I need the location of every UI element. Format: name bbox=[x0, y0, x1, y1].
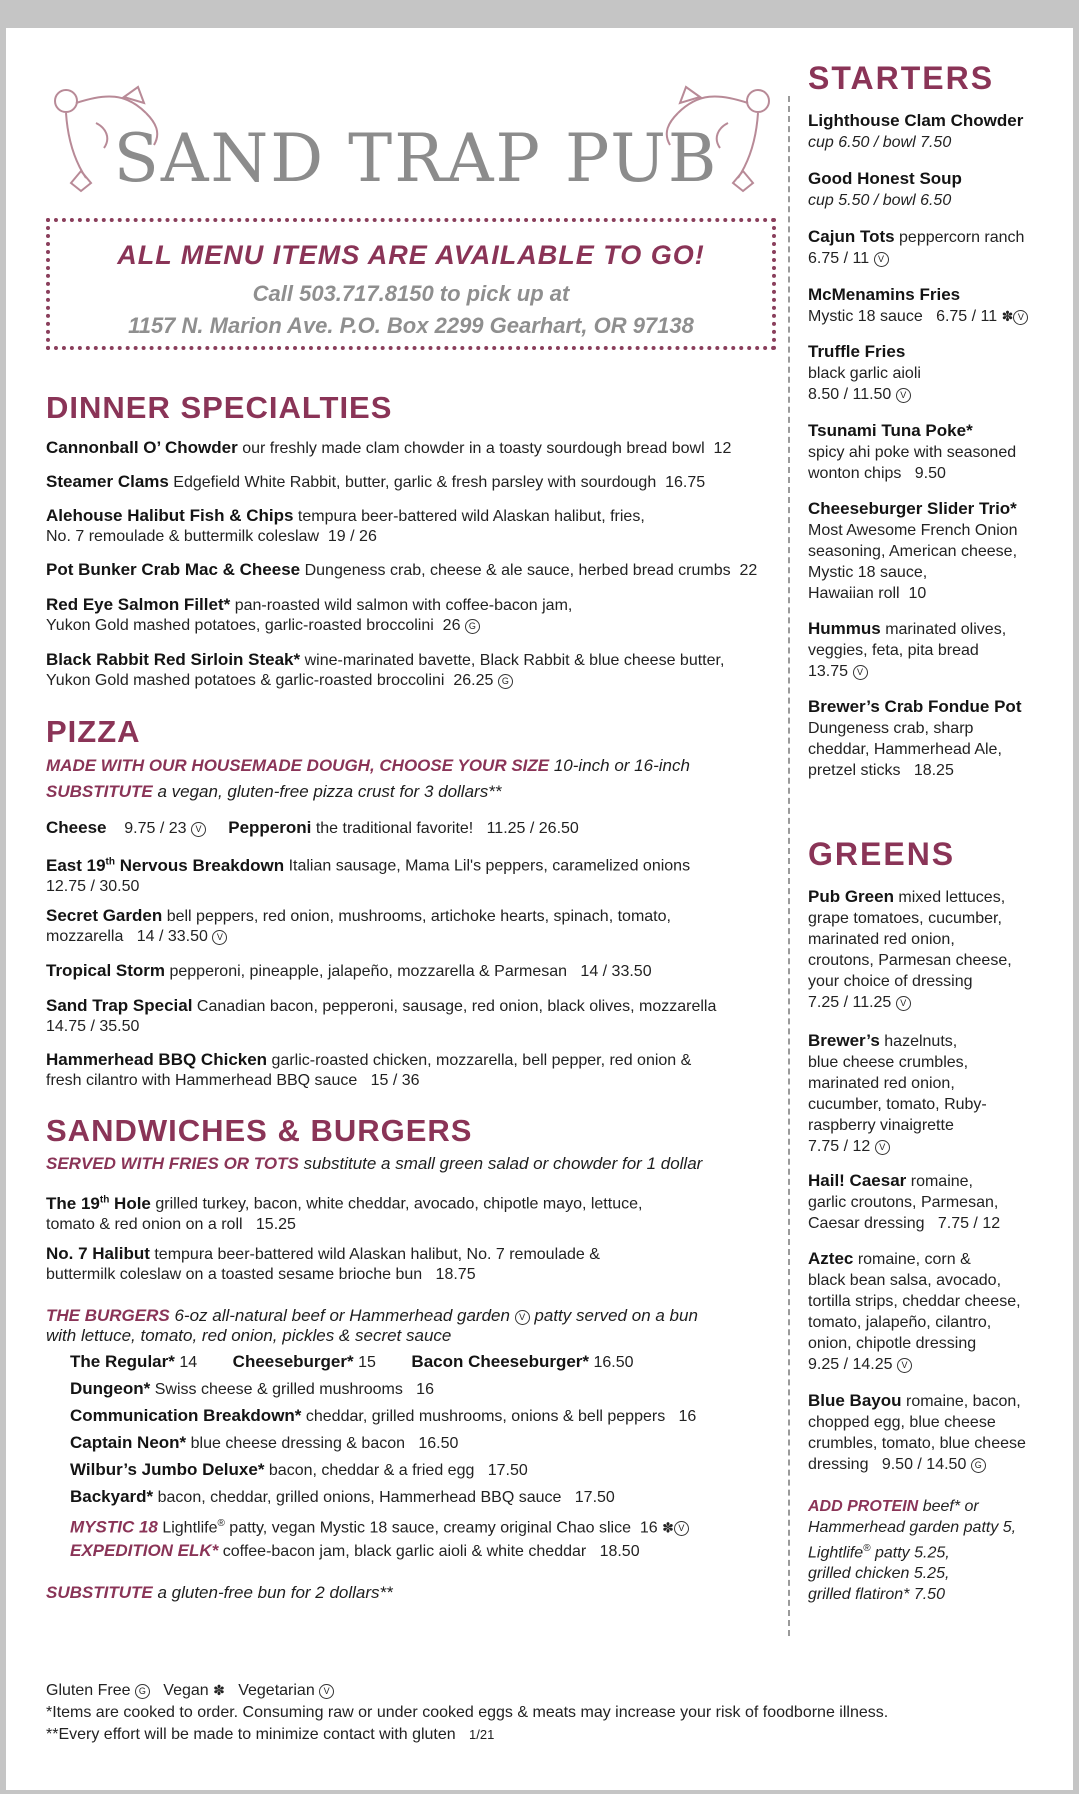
vegetarian-icon: V bbox=[896, 996, 911, 1011]
item-name: East 19 bbox=[46, 855, 106, 875]
item-name: Pub Green bbox=[808, 887, 894, 906]
vegetarian-icon: V bbox=[319, 1684, 334, 1699]
legend-vegetarian: Vegetarian bbox=[238, 1682, 315, 1699]
item-price: 16.50 bbox=[593, 1354, 634, 1371]
item-desc: our freshly made clam chowder in a toasty sourdough bread bowl bbox=[242, 440, 705, 457]
item-price: 17.50 bbox=[487, 1462, 528, 1479]
item-name: Blue Bayou bbox=[808, 1391, 902, 1410]
item-price: 16.75 bbox=[665, 474, 706, 491]
item-desc: Lightlife bbox=[162, 1519, 218, 1537]
item-desc: hazelnuts, bbox=[884, 1033, 958, 1050]
item-desc: seasoning, American cheese, bbox=[808, 543, 1018, 560]
item-desc: Caesar dressing bbox=[808, 1215, 925, 1232]
burgers-desc: with lettuce, tomato, red onion, pickles & secret sauce bbox=[46, 1326, 452, 1345]
item-desc: buttermilk coleslaw on a toasted sesame brioche bun bbox=[46, 1266, 423, 1283]
item-desc: romaine, bbox=[910, 1173, 973, 1190]
item-name: Cheeseburger* bbox=[232, 1352, 354, 1371]
pizza-sub-rest: a vegan, gluten-free pizza crust for 3 dollars** bbox=[157, 782, 502, 801]
item-desc: blue cheese crumbles, bbox=[808, 1054, 969, 1071]
item-desc: Swiss cheese & grilled mushrooms bbox=[154, 1381, 403, 1398]
item-name: Secret Garden bbox=[46, 906, 163, 925]
gluten-free-icon: G bbox=[465, 619, 480, 634]
item-name: Cannonball O’ Chowder bbox=[46, 438, 238, 457]
vegetarian-icon: V bbox=[1013, 310, 1028, 325]
item-desc: bell peppers, red onion, mushrooms, artichoke hearts, spinach, tomato, bbox=[166, 908, 671, 925]
green-item bbox=[808, 1170, 1053, 1234]
gluten-free-icon: G bbox=[498, 674, 513, 689]
item-price: 18.75 bbox=[435, 1266, 476, 1283]
pizza-item bbox=[46, 1050, 786, 1091]
burger-item bbox=[70, 1406, 786, 1427]
superscript: th bbox=[105, 856, 115, 867]
footer-disclaimer: *Items are cooked to order. Consuming raw or under cooked eggs & meats may increase your risk of foodborne illness. bbox=[46, 1704, 889, 1721]
item-desc: romaine, bacon, bbox=[905, 1393, 1021, 1410]
item-price: 19 / 26 bbox=[327, 528, 377, 545]
item-price: 26 bbox=[442, 617, 461, 634]
item-desc: romaine, corn & bbox=[857, 1251, 971, 1268]
column-divider bbox=[788, 96, 790, 1636]
item-desc: marinated olives, bbox=[885, 621, 1007, 638]
item-desc: Edgefield White Rabbit, butter, garlic & fresh parsley with sourdough bbox=[173, 474, 657, 491]
burger-item bbox=[70, 1460, 786, 1481]
item-price: 10 bbox=[908, 585, 927, 602]
vegan-icon: ✽ bbox=[662, 1519, 674, 1536]
protein-option: beef* or bbox=[922, 1498, 979, 1515]
burger-item bbox=[70, 1541, 786, 1562]
item-desc: wonton chips bbox=[808, 465, 902, 482]
item-price: 12.75 / 30.50 bbox=[46, 877, 140, 895]
dinner-item bbox=[46, 650, 786, 691]
item-desc: mixed lettuces, bbox=[898, 889, 1006, 906]
item-name: Pot Bunker Crab Mac & Cheese bbox=[46, 560, 301, 579]
footer-gluten-text: **Every effort will be made to minimize contact with gluten bbox=[46, 1726, 456, 1743]
protein-option: grilled chicken 5.25, bbox=[808, 1565, 950, 1583]
item-name: Brewer’s Crab Fondue Pot bbox=[808, 697, 1022, 716]
item-price: 14 / 33.50 bbox=[136, 928, 208, 945]
vegan-icon: ✽ bbox=[1001, 308, 1014, 324]
item-name: Pepperoni bbox=[228, 818, 312, 837]
pizza-item bbox=[46, 852, 786, 897]
item-price: 11.25 / 26.50 bbox=[486, 820, 579, 837]
dinner-item bbox=[46, 560, 786, 581]
item-name: Truffle Fries bbox=[808, 342, 906, 361]
item-desc: the traditional favorite! bbox=[315, 820, 474, 837]
item-desc: Mystic 18 sauce, bbox=[808, 564, 928, 581]
item-name: Hail! Caesar bbox=[808, 1171, 907, 1190]
starter-item bbox=[808, 618, 1053, 682]
item-desc: tomato, jalapeño, cilantro, bbox=[808, 1314, 992, 1331]
pizza-substitute bbox=[46, 782, 786, 802]
item-name: Hole bbox=[114, 1193, 151, 1213]
burger-item bbox=[70, 1379, 786, 1400]
item-desc: marinated red onion, bbox=[808, 931, 955, 948]
to-go-phone-line: Call 503.717.8150 to pick up at bbox=[252, 281, 570, 306]
sandwich-item bbox=[46, 1190, 786, 1235]
item-name: McMenamins Fries bbox=[808, 285, 961, 304]
item-name: Tropical Storm bbox=[46, 961, 166, 980]
starter-item bbox=[808, 341, 1053, 405]
item-desc: Dungeness crab, sharp bbox=[808, 720, 974, 737]
item-name: Wilbur’s Jumbo Deluxe* bbox=[70, 1460, 265, 1479]
item-name: Captain Neon* bbox=[70, 1433, 187, 1452]
item-name: Alehouse Halibut Fish & Chips bbox=[46, 506, 294, 525]
starter-item bbox=[808, 284, 1053, 327]
pizza-sub-key: SUBSTITUTE bbox=[46, 782, 153, 801]
item-desc: chopped egg, blue cheese bbox=[808, 1414, 996, 1431]
burgers-intro bbox=[46, 1306, 786, 1346]
item-desc: veggies, feta, pita bread bbox=[808, 642, 979, 659]
item-name: Nervous Breakdown bbox=[119, 855, 285, 875]
pub-title: SAND TRAP PUB bbox=[113, 120, 719, 197]
item-name: Bacon Cheeseburger* bbox=[411, 1352, 590, 1371]
item-desc: crumbles, tomato, blue cheese bbox=[808, 1435, 1026, 1452]
sandwiches-heading: SANDWICHES & BURGERS bbox=[46, 1113, 473, 1148]
burger-item: MYSTIC 18 Lightlife® patty, vegan Mystic 18 sauce, creamy original Chao slice 16 ✽ V bbox=[70, 1514, 786, 1538]
item-price: 9.50 / 14.50 bbox=[881, 1456, 967, 1473]
item-desc: fresh cilantro with Hammerhead BBQ sauce bbox=[46, 1072, 358, 1089]
item-name: Brewer’s bbox=[808, 1031, 880, 1050]
item-price: 7.75 / 12 bbox=[808, 1138, 871, 1155]
pizza-sub-key: MADE WITH OUR HOUSEMADE DOUGH, CHOOSE YOUR SIZE bbox=[46, 756, 550, 775]
item-desc: bacon, cheddar, grilled onions, Hammerhead BBQ sauce bbox=[157, 1489, 562, 1506]
item-desc: tortilla strips, cheddar cheese, bbox=[808, 1293, 1021, 1310]
item-name: Tsunami Tuna Poke* bbox=[808, 421, 973, 440]
pizza-item bbox=[46, 906, 786, 947]
burger-item bbox=[70, 1433, 786, 1454]
item-price: 15 bbox=[358, 1354, 376, 1371]
dinner-item bbox=[46, 595, 786, 636]
item-desc: garlic-roasted chicken, mozzarella, bell pepper, red onion & bbox=[271, 1052, 692, 1069]
item-name: Red Eye Salmon Fillet* bbox=[46, 595, 231, 614]
footer-gluten-note bbox=[46, 1724, 1046, 1745]
item-price: 12 bbox=[713, 440, 732, 457]
item-desc: bacon, cheddar & a fried egg bbox=[268, 1462, 475, 1479]
burgers-key: THE BURGERS bbox=[46, 1306, 170, 1325]
starter-item bbox=[808, 110, 1053, 153]
vegetarian-icon: V bbox=[674, 1521, 689, 1536]
vegetarian-icon: V bbox=[897, 1358, 912, 1373]
item-name: Backyard* bbox=[70, 1487, 154, 1506]
vegan-icon: ✽ bbox=[213, 1682, 225, 1698]
add-protein: ADD PROTEIN beef* or Hammerhead garden patty 5, Lightlife® patty 5.25, grilled chicken 5.25, grilled flatiron* 7.50 bbox=[808, 1498, 1017, 1604]
gluten-free-icon: G bbox=[971, 1458, 986, 1473]
protein-option: patty 5.25, bbox=[874, 1544, 950, 1562]
sandwiches-subtitle bbox=[46, 1154, 786, 1174]
vegetarian-icon: V bbox=[896, 388, 911, 403]
vegetarian-icon: V bbox=[875, 1140, 890, 1155]
item-price: 8.50 / 11.50 bbox=[808, 386, 892, 403]
item-desc: coffee-bacon jam, black garlic aioli & white cheddar bbox=[222, 1543, 587, 1560]
superscript: th bbox=[99, 1194, 110, 1205]
item-name: Hammerhead BBQ Chicken bbox=[46, 1050, 268, 1069]
item-desc: tempura beer-battered wild Alaskan halibut, fries, bbox=[297, 508, 645, 525]
item-price: 14.75 / 35.50 bbox=[46, 1018, 140, 1035]
item-name: Dungeon* bbox=[70, 1379, 151, 1398]
item-desc: dressing bbox=[808, 1456, 869, 1473]
item-desc: tempura beer-battered wild Alaskan halibut, No. 7 remoulade & bbox=[154, 1246, 600, 1263]
substitute-key: SUBSTITUTE bbox=[46, 1583, 153, 1602]
starter-item bbox=[808, 420, 1053, 484]
greens-heading: GREENS bbox=[808, 836, 956, 872]
item-desc: marinated red onion, bbox=[808, 1075, 955, 1092]
item-desc: Dungeness crab, cheese & ale sauce, herbed bread crumbs bbox=[304, 562, 731, 579]
vegetarian-icon: V bbox=[212, 930, 227, 945]
item-desc: patty, vegan Mystic 18 sauce, creamy original Chao slice bbox=[229, 1519, 631, 1537]
starter-item bbox=[808, 226, 1053, 269]
item-name: Cheese bbox=[46, 818, 107, 837]
item-price: 16.50 bbox=[418, 1435, 459, 1452]
item-desc: croutons, Parmesan cheese, bbox=[808, 952, 1012, 969]
item-desc: grilled turkey, bacon, white cheddar, avocado, chipotle mayo, lettuce, bbox=[155, 1195, 643, 1213]
item-name: No. 7 Halibut bbox=[46, 1244, 150, 1263]
pizza-subtitle bbox=[46, 756, 786, 776]
menu-sheet bbox=[6, 28, 1073, 1790]
footer-code: 1/21 bbox=[469, 1727, 495, 1742]
item-price: 16 bbox=[639, 1519, 658, 1537]
burgers-desc: patty served on a bun bbox=[534, 1306, 698, 1325]
item-price: cup 6.50 / bowl 7.50 bbox=[808, 134, 952, 151]
item-desc: mozzarella bbox=[46, 928, 124, 945]
item-desc: Hawaiian roll bbox=[808, 585, 900, 602]
sandwiches-sub-rest: substitute a small green salad or chowder for 1 dollar bbox=[303, 1154, 703, 1173]
item-desc: onion, chipotle dressing bbox=[808, 1335, 977, 1352]
green-item bbox=[808, 1030, 1053, 1157]
item-name: Cheeseburger Slider Trio* bbox=[808, 499, 1017, 518]
gluten-free-icon: G bbox=[135, 1684, 150, 1699]
vegetarian-icon: V bbox=[191, 822, 206, 837]
green-item bbox=[808, 1248, 1053, 1375]
burger-item bbox=[70, 1487, 786, 1508]
starter-item bbox=[808, 696, 1053, 781]
starters-heading: STARTERS bbox=[808, 60, 995, 96]
pizza-item bbox=[46, 961, 786, 982]
vegetarian-icon: V bbox=[515, 1310, 530, 1325]
item-desc: grape tomatoes, cucumber, bbox=[808, 910, 1002, 927]
item-desc: blue cheese dressing & bacon bbox=[190, 1435, 406, 1452]
dinner-item bbox=[46, 506, 786, 547]
item-desc: spicy ahi poke with seasoned bbox=[808, 444, 1017, 461]
item-price: 15 / 36 bbox=[370, 1072, 420, 1089]
item-desc: tomato & red onion on a roll bbox=[46, 1215, 243, 1233]
item-price: cup 5.50 / bowl 6.50 bbox=[808, 192, 952, 209]
item-price: 9.75 / 23 bbox=[124, 820, 187, 837]
item-desc: Most Awesome French Onion bbox=[808, 522, 1018, 539]
item-name: Aztec bbox=[808, 1249, 854, 1268]
item-price: 9.25 / 14.25 bbox=[808, 1356, 893, 1373]
to-go-headline: ALL MENU ITEMS ARE AVAILABLE TO GO! bbox=[117, 240, 705, 270]
item-desc: black bean salsa, avocado, bbox=[808, 1272, 1002, 1289]
item-price: 18.25 bbox=[913, 762, 954, 779]
item-desc: Yukon Gold mashed potatoes, garlic-roasted broccolini bbox=[46, 617, 434, 634]
item-desc: wine-marinated bavette, Black Rabbit & blue cheese butter, bbox=[304, 652, 725, 669]
item-desc: your choice of dressing bbox=[808, 973, 973, 990]
vegetarian-icon: V bbox=[853, 665, 868, 680]
item-price: 16 bbox=[416, 1381, 434, 1398]
protein-option: Lightlife bbox=[808, 1544, 864, 1562]
add-protein-key: ADD PROTEIN bbox=[808, 1498, 919, 1515]
item-price: 6.75 / 11 bbox=[808, 250, 870, 267]
item-price: 7.75 / 12 bbox=[937, 1215, 1001, 1232]
protein-option: Hammerhead garden patty 5, bbox=[808, 1519, 1017, 1536]
item-desc: Mystic 18 sauce bbox=[808, 308, 923, 325]
item-name: EXPEDITION ELK* bbox=[70, 1541, 219, 1560]
starter-item bbox=[808, 498, 1053, 604]
to-go-address-line: 1157 N. Marion Ave. P.O. Box 2299 Gearhart, OR 97138 bbox=[128, 313, 694, 338]
starter-item bbox=[808, 168, 1053, 211]
dinner-heading: DINNER SPECIALTIES bbox=[46, 390, 393, 425]
pizza-sub-rest: 10-inch or 16-inch bbox=[553, 756, 690, 775]
item-price: 17.50 bbox=[574, 1489, 615, 1506]
legend bbox=[46, 1680, 1046, 1701]
item-price: 7.25 / 11.25 bbox=[808, 994, 892, 1011]
item-price: 14 bbox=[179, 1354, 198, 1371]
item-desc: pepperoni, pineapple, jalapeño, mozzarella & Parmesan bbox=[169, 963, 568, 980]
dinner-item bbox=[46, 472, 786, 493]
item-desc: cucumber, tomato, Ruby- bbox=[808, 1096, 987, 1113]
item-name: The Regular* bbox=[70, 1352, 175, 1371]
item-name: Lighthouse Clam Chowder bbox=[808, 111, 1024, 130]
item-name: Good Honest Soup bbox=[808, 169, 962, 188]
sandwiches-sub-key: SERVED WITH FRIES OR TOTS bbox=[46, 1154, 299, 1173]
item-name: Cajun Tots bbox=[808, 227, 895, 246]
item-name: Steamer Clams bbox=[46, 472, 169, 491]
item-desc: Canadian bacon, pepperoni, sausage, red onion, black olives, mozzarella bbox=[196, 998, 717, 1015]
item-name: The 19 bbox=[46, 1193, 100, 1213]
green-item bbox=[808, 1390, 1053, 1475]
item-price: 18.50 bbox=[599, 1543, 640, 1560]
item-desc: No. 7 remoulade & buttermilk coleslaw bbox=[46, 528, 320, 545]
pizza-heading: PIZZA bbox=[46, 714, 141, 749]
item-desc: black garlic aioli bbox=[808, 365, 921, 382]
sandwich-item bbox=[46, 1244, 786, 1285]
item-name: Hummus bbox=[808, 619, 881, 638]
item-name: MYSTIC 18 bbox=[70, 1517, 158, 1537]
vegetarian-icon: V bbox=[874, 252, 889, 267]
item-price: 15.25 bbox=[255, 1215, 296, 1233]
item-desc: garlic croutons, Parmesan, bbox=[808, 1194, 999, 1211]
dinner-item bbox=[46, 438, 786, 459]
burger-row bbox=[70, 1352, 786, 1373]
item-price: 13.75 bbox=[808, 663, 849, 680]
item-desc: Yukon Gold mashed potatoes & garlic-roasted broccolini bbox=[46, 672, 445, 689]
item-price: 22 bbox=[739, 562, 758, 579]
legend-gluten-free: Gluten Free bbox=[46, 1682, 131, 1699]
item-name: Black Rabbit Red Sirloin Steak* bbox=[46, 650, 301, 669]
substitute-rest: a gluten-free bun for 2 dollars** bbox=[157, 1583, 393, 1602]
pizza-item bbox=[46, 996, 786, 1037]
item-price: 6.75 / 11 bbox=[936, 308, 998, 325]
pizza-item bbox=[46, 818, 786, 839]
green-item bbox=[808, 886, 1053, 1013]
item-desc: raspberry vinaigrette bbox=[808, 1117, 954, 1134]
item-name: Sand Trap Special bbox=[46, 996, 193, 1015]
item-price: 14 / 33.50 bbox=[580, 963, 652, 980]
to-go-banner bbox=[46, 218, 776, 350]
item-price: 16 bbox=[678, 1408, 697, 1425]
item-desc: peppercorn ranch bbox=[899, 229, 1025, 246]
item-desc: Italian sausage, Mama Lil's peppers, caramelized onions bbox=[288, 857, 691, 875]
protein-option: grilled flatiron* 7.50 bbox=[808, 1586, 945, 1604]
legend-vegan: Vegan bbox=[163, 1682, 209, 1699]
item-desc: cheddar, grilled mushrooms, onions & bell peppers bbox=[305, 1408, 666, 1425]
item-desc: pretzel sticks bbox=[808, 762, 901, 779]
item-name: Communication Breakdown* bbox=[70, 1406, 302, 1425]
item-desc: cheddar, Hammerhead Ale, bbox=[808, 741, 1002, 758]
item-price: 26.25 bbox=[453, 672, 494, 689]
item-desc: pan-roasted wild salmon with coffee-bacon jam, bbox=[234, 597, 573, 614]
burgers-desc: 6-oz all-natural beef or Hammerhead garden bbox=[174, 1306, 510, 1325]
item-price: 9.50 bbox=[914, 465, 946, 482]
bun-substitute bbox=[46, 1583, 786, 1603]
